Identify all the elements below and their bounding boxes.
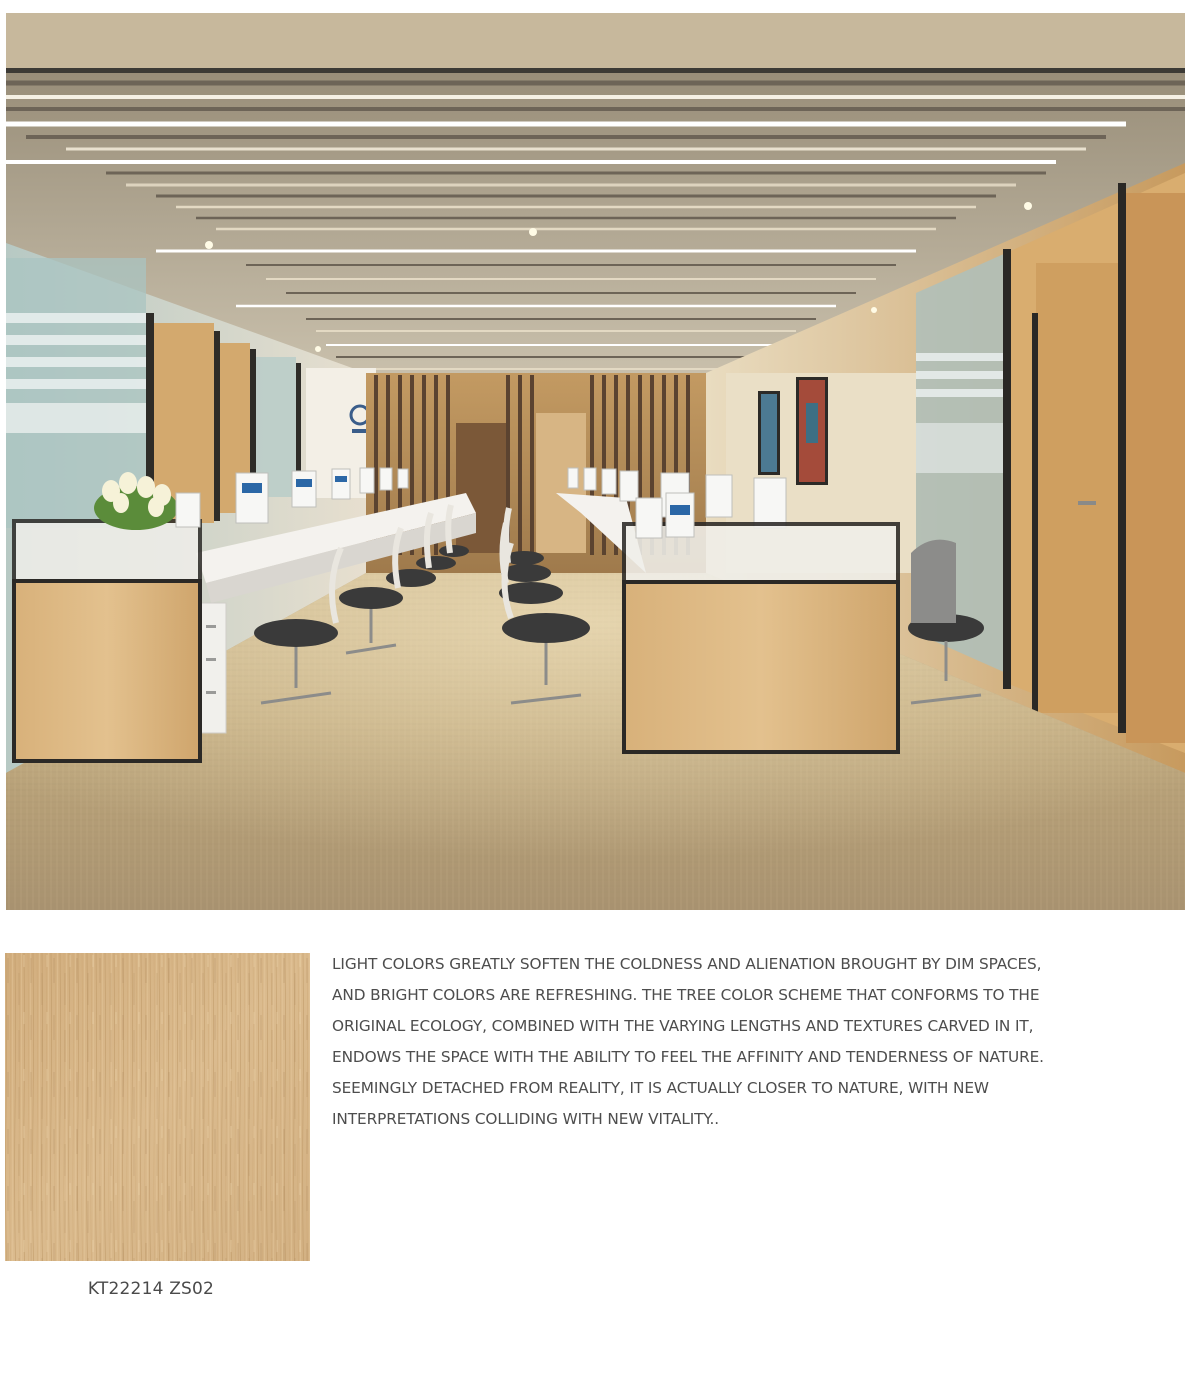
description-text: LIGHT COLORS GREATLY SOFTEN THE COLDNESS AND ALIENATION BROUGHT BY DIM SPACES, AND BRIGHT COLORS ARE REFRESHING. THE TREE COLOR SCHEME THAT CONFORMS TO THE ORIGINAL ECOLOGY, COMBINED WITH THE VARYING LENGTHS AND TEXTURES CARVED IN IT, ENDOWS THE SPACE WITH THE ABILITY TO FEEL THE AFFINITY AND TENDERNESS OF NATURE. SEEMINGLY DETACHED FROM REALITY, IT IS ACTUALLY CLOSER TO NATURE, WITH NEW INTERPRETATIONS COLLIDING WITH NEW VITALITY..: [332, 955, 1044, 1128]
product-code: KT22214 ZS02: [87, 1279, 215, 1299]
wood-sample-swatch: [5, 953, 310, 1261]
wood-grain-texture-icon: [5, 953, 310, 1261]
office-interior-image: [6, 13, 1185, 910]
